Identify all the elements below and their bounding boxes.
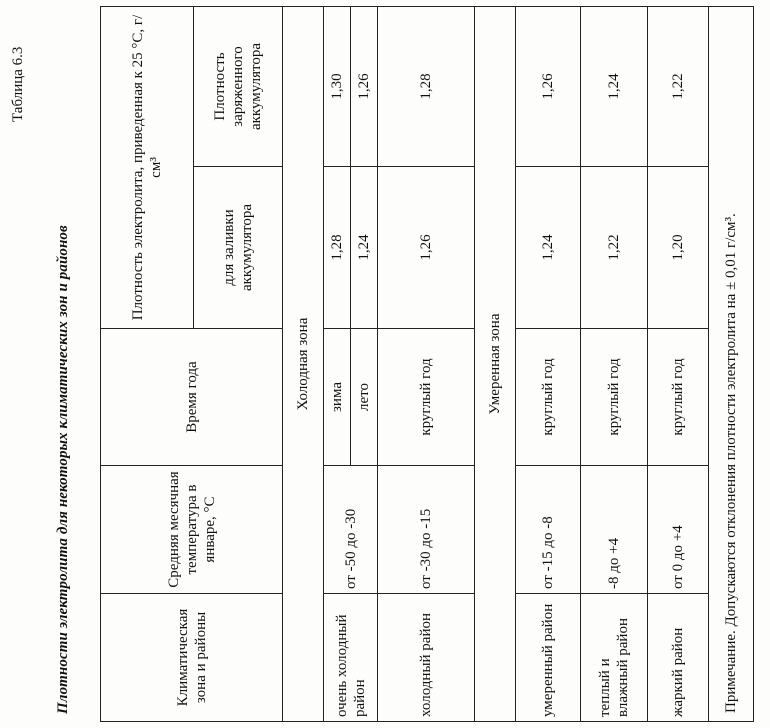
- fill-very-cold-winter: 1,28: [324, 167, 351, 329]
- table-row: [516, 7, 581, 722]
- fill-cold: 1,26: [378, 167, 475, 329]
- charged-hot: 1,22: [648, 7, 709, 167]
- table-number: Таблица 6.3: [10, 46, 26, 122]
- header-density-group: Плотность электролита, приведенная к 25 °С, г/см³: [101, 7, 194, 329]
- header-season: Время года: [101, 329, 283, 466]
- temp-moderate: от -15 до -8: [516, 466, 581, 594]
- region-cold: холодный район: [378, 594, 475, 722]
- zone-temperate-label: Умеренная зона: [475, 7, 516, 722]
- header-density-charged: Плотность заряженного аккумулятора: [194, 7, 283, 167]
- region-warm-humid: теплый и влажный район: [581, 594, 648, 722]
- table-row: [581, 7, 648, 722]
- zone-cold-label: Холодная зона: [283, 7, 324, 722]
- region-hot: жаркий район: [648, 594, 709, 722]
- season-warm-humid: круглый год: [581, 329, 648, 466]
- region-very-cold: очень холодный район: [324, 594, 378, 722]
- electrolyte-density-table: [100, 6, 754, 722]
- table-row: [648, 7, 709, 722]
- zone-row-cold: [283, 7, 324, 722]
- season-winter: зима: [324, 329, 351, 466]
- charged-very-cold-summer: 1,26: [351, 7, 378, 167]
- temp-cold: от -30 до -15: [378, 466, 475, 594]
- table-row: [378, 7, 475, 722]
- header-avg-temp: Средняя месячная температура в январе, °С: [101, 466, 283, 594]
- table-note: Примечание. Допускаются отклонения плотности электролита на ± 0,01 г/см³.: [709, 7, 754, 722]
- season-cold: круглый год: [378, 329, 475, 466]
- table-caption: Плотности электролита для некоторых климатических зон и районов: [55, 225, 71, 714]
- header-row-1: [101, 7, 194, 722]
- fill-hot: 1,20: [648, 167, 709, 329]
- region-moderate: умеренный район: [516, 594, 581, 722]
- zone-row-temperate: [475, 7, 516, 722]
- season-summer: лето: [351, 329, 378, 466]
- fill-moderate: 1,24: [516, 167, 581, 329]
- table-row: [324, 7, 351, 722]
- fill-very-cold-summer: 1,24: [351, 167, 378, 329]
- header-zone-region: Климатическая зона и районы: [101, 594, 283, 722]
- note-row: [709, 7, 754, 722]
- season-hot: круглый год: [648, 329, 709, 466]
- temp-very-cold: от -50 до -30: [324, 466, 378, 594]
- temp-warm-humid: -8 до +4: [581, 466, 648, 594]
- season-moderate: круглый год: [516, 329, 581, 466]
- header-density-fill: для заливки аккумулятора: [194, 167, 283, 329]
- charged-moderate: 1,26: [516, 7, 581, 167]
- charged-cold: 1,28: [378, 7, 475, 167]
- charged-warm-humid: 1,24: [581, 7, 648, 167]
- charged-very-cold-winter: 1,30: [324, 7, 351, 167]
- temp-hot: от 0 до +4: [648, 466, 709, 594]
- fill-warm-humid: 1,22: [581, 167, 648, 329]
